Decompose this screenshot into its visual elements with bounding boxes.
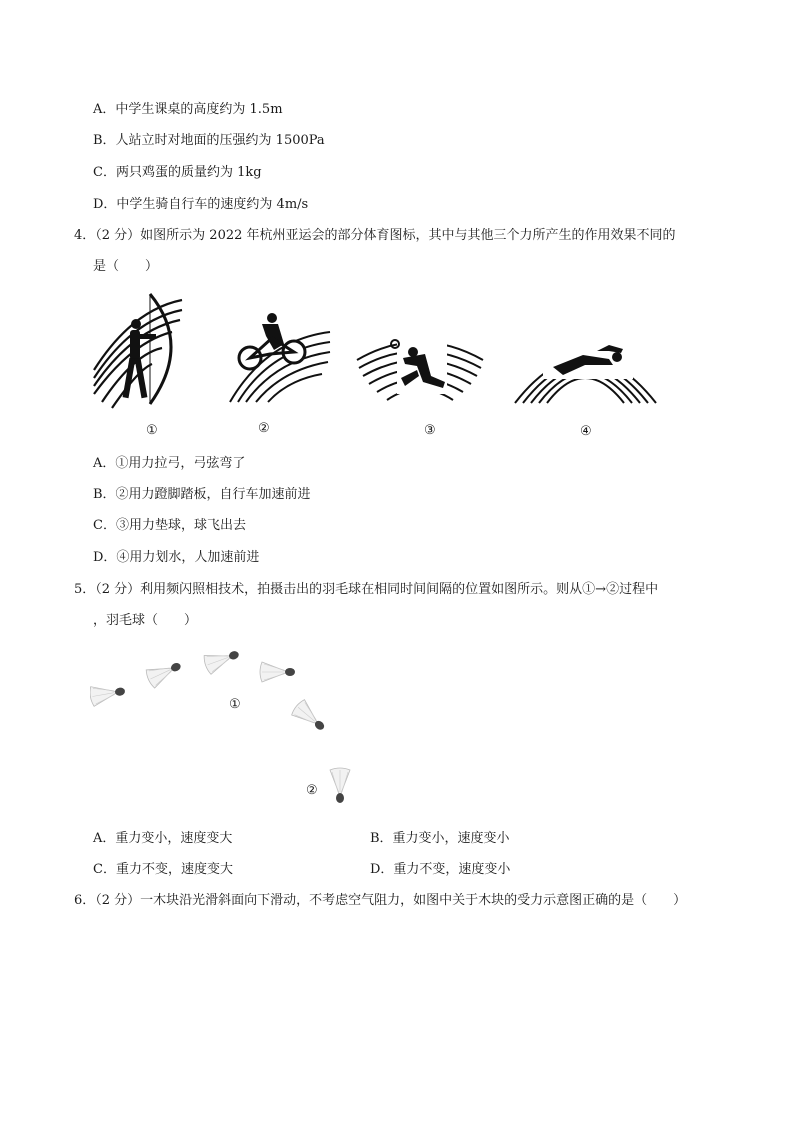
- q3-option-a: A．中学生课桌的高度约为 1.5m: [93, 102, 283, 117]
- shuttle-3: [202, 644, 242, 675]
- cycling-icon: [226, 310, 331, 405]
- archery-icon: [92, 290, 187, 410]
- q5-option-a: A．重力变小，速度变大: [93, 831, 233, 846]
- q3-option-c: C．两只鸡蛋的质量约为 1kg: [93, 165, 262, 180]
- q4-option-b: B．②用力蹬脚踏板，自行车加速前进: [93, 487, 311, 502]
- q5-stem-line2: ，羽毛球（ ）: [93, 613, 198, 628]
- q5-label-start: ①: [229, 697, 241, 712]
- q5-stem-line1: 5．（2 分）利用频闪照相技术，拍摄击出的羽毛球在相同时间间隔的位置如图所示。则从①→②过程中: [74, 582, 659, 597]
- q6-stem: 6．（2 分）一木块沿光滑斜面向下滑动，不考虑空气阻力，如图中关于木块的受力示意图正确的是（ ）: [74, 893, 687, 908]
- shuttlecock-figure: [90, 640, 360, 815]
- shuttle-1: [90, 681, 127, 707]
- q5-label-end: ②: [306, 783, 318, 798]
- q5-option-d: D．重力不变，速度变小: [370, 862, 511, 877]
- shuttle-5: [290, 698, 330, 736]
- q4-option-a: A．①用力拉弓，弓弦弯了: [93, 456, 246, 471]
- volleyball-icon: [355, 330, 485, 405]
- q3-option-d: D．中学生骑自行车的速度约为 4m/s: [93, 197, 309, 212]
- shuttle-6: [330, 768, 350, 803]
- q3-option-b: B．人站立时对地面的压强约为 1500Pa: [93, 133, 325, 148]
- shuttle-2: [144, 656, 184, 689]
- shuttle-4: [260, 662, 295, 682]
- q4-stem-line2: 是（ ）: [93, 259, 159, 274]
- q4-caption-3: ③: [424, 423, 436, 438]
- q4-option-d: D．④用力划水，人加速前进: [93, 550, 260, 565]
- q4-caption-4: ④: [580, 424, 592, 439]
- swimming-icon: [513, 325, 658, 405]
- q5-option-b: B．重力变小，速度变小: [370, 831, 510, 846]
- q4-caption-2: ②: [258, 421, 270, 436]
- q5-option-c: C．重力不变，速度变大: [93, 862, 233, 877]
- q4-caption-1: ①: [146, 423, 158, 438]
- q4-option-c: C．③用力垫球，球飞出去: [93, 518, 246, 533]
- q4-stem-line1: 4．（2 分）如图所示为 2022 年杭州亚运会的部分体育图标，其中与其他三个力所产生的作用效果不同的: [74, 228, 676, 243]
